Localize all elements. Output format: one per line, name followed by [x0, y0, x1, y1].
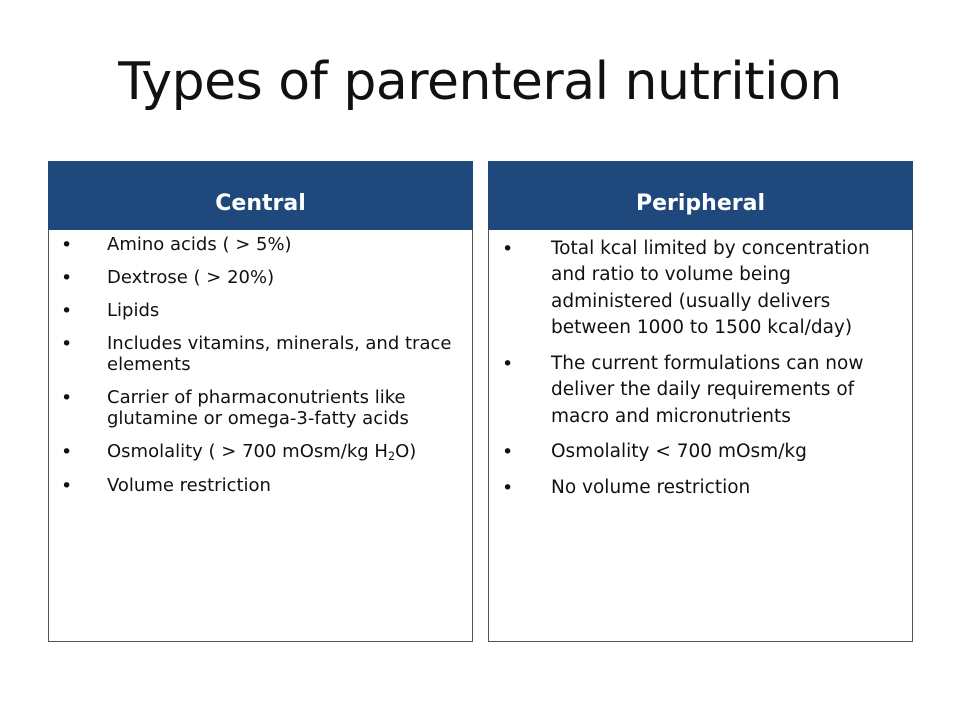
- bullet-icon: •: [61, 234, 73, 256]
- bullet-icon: •: [61, 300, 73, 323]
- peripheral-header: Peripheral: [488, 161, 913, 230]
- central-column: [48, 161, 473, 642]
- list-item: [49, 333, 472, 375]
- central-item-osmolality: [107, 441, 416, 462]
- bullet-icon: •: [61, 475, 73, 498]
- bullet-icon: •: [502, 441, 514, 464]
- list-item: [49, 441, 472, 463]
- osmolality-suffix: O): [395, 441, 417, 463]
- peripheral-item-total-kcal: Total kcal limited by concentration and ratio to volume being administered (usually delivers between 1000 to 1500 kcal/day): [551, 238, 870, 339]
- list-item: [489, 475, 912, 501]
- bullet-icon: •: [502, 352, 514, 375]
- central-header: Central: [48, 161, 473, 230]
- osmolality-subscript: 2: [387, 450, 396, 464]
- bullet-icon: •: [502, 476, 514, 499]
- peripheral-item-formulations: The current formulations can now deliver the daily requirements of macro and micronutrients: [551, 352, 864, 427]
- list-item: [49, 475, 472, 496]
- central-item-lipids: Lipids: [107, 300, 160, 322]
- peripheral-bullet-list: [489, 230, 912, 501]
- osmolality-prefix: Osmolality ( > 700 mOsm/kg H: [107, 441, 388, 463]
- slide-title: Types of parenteral nutrition: [118, 52, 842, 112]
- list-item: [49, 300, 472, 321]
- bullet-icon: •: [61, 267, 73, 290]
- central-item-volume-restriction: Volume restriction: [107, 475, 271, 497]
- list-item: [489, 351, 912, 430]
- central-item-pharmaconutrients: Carrier of pharmaconutrients like glutamine or omega-3-fatty acids: [107, 387, 409, 430]
- central-item-amino-acids: Amino acids ( > 5%): [107, 234, 292, 255]
- list-item: [489, 439, 912, 465]
- central-item-vitamins: Includes vitamins, minerals, and trace elements: [107, 333, 452, 376]
- list-item: [489, 236, 912, 342]
- bullet-icon: •: [502, 238, 514, 260]
- peripheral-item-no-volume-restriction: No volume restriction: [551, 476, 751, 498]
- peripheral-body: [488, 230, 913, 642]
- bullet-icon: •: [61, 333, 73, 356]
- bullet-icon: •: [61, 387, 73, 410]
- central-body: [48, 230, 473, 642]
- list-item: [49, 234, 472, 255]
- peripheral-column: [488, 161, 913, 642]
- list-item: [49, 387, 472, 429]
- list-item: [49, 267, 472, 288]
- central-bullet-list: [49, 230, 472, 496]
- bullet-icon: •: [61, 441, 73, 464]
- central-item-dextrose: Dextrose ( > 20%): [107, 267, 275, 289]
- peripheral-item-osmolality: Osmolality < 700 mOsm/kg: [551, 441, 807, 463]
